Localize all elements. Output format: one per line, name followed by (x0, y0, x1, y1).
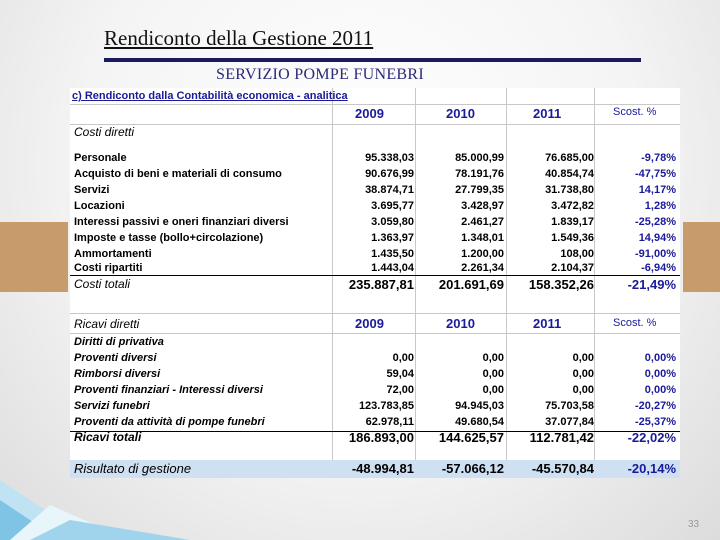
value-2011: 75.703,58 (545, 400, 594, 412)
title-underline-rule (104, 58, 641, 62)
value-2010: 78.191,76 (455, 168, 504, 180)
value-2011: 108,00 (560, 248, 594, 260)
value-2010: 3.428,97 (461, 200, 504, 212)
row-label: Costi totali (74, 277, 131, 291)
value-2009: 0,00 (392, 352, 414, 364)
value-2010: 1.200,00 (461, 248, 504, 260)
value-2011: 40.854,74 (545, 168, 594, 180)
scost-value: -20,14% (627, 461, 676, 476)
row-label: Servizi funebri (74, 400, 150, 412)
value-2009: -48.994,81 (351, 461, 414, 476)
year-2009-header: 2009 (355, 316, 384, 331)
year-2010-header: 2010 (446, 106, 475, 121)
year-2011-header: 2011 (533, 106, 562, 121)
value-2011: 1.549,36 (551, 232, 594, 244)
section-title: c) Rendiconto dalla Contabilità economica - analitica (72, 90, 348, 102)
value-2011: 0,00 (572, 368, 594, 380)
value-2011: 1.839,17 (551, 216, 594, 228)
value-2010: 0,00 (482, 368, 504, 380)
scost-value: -47,75% (635, 168, 676, 180)
scost-value: 1,28% (644, 200, 676, 212)
row-label: Ammortamenti (74, 248, 152, 260)
scost-value: 14,94% (638, 232, 676, 244)
scost-value: -22,02% (627, 430, 676, 445)
value-2010: -57.066,12 (441, 461, 504, 476)
value-2009: 1.363,97 (371, 232, 414, 244)
value-2009: 3.695,77 (371, 200, 414, 212)
scost-value: -91,00% (635, 248, 676, 260)
row-label: Rimborsi diversi (74, 368, 161, 380)
row-label: Proventi finanziari - Interessi diversi (74, 384, 263, 396)
scost-value: 0,00% (644, 384, 676, 396)
value-2009: 1.435,50 (371, 248, 414, 260)
row-label: Ricavi totali (74, 430, 142, 444)
scost-value: -9,78% (641, 152, 676, 164)
value-2011: 158.352,26 (528, 277, 594, 292)
scost-value: -21,49% (627, 277, 676, 292)
value-2010: 2.261,34 (461, 262, 504, 274)
row-label: Locazioni (74, 200, 125, 212)
value-2009: 38.874,71 (365, 184, 414, 196)
row-label: Proventi da attività di pompe funebri (74, 416, 265, 428)
value-2009: 90.676,99 (365, 168, 414, 180)
diritti-label: Diritti di privativa (74, 336, 164, 348)
value-2011: -45.570,84 (531, 461, 594, 476)
scost-value: -25,28% (635, 216, 676, 228)
scost-value: 0,00% (644, 352, 676, 364)
page-number: 33 (688, 519, 700, 530)
value-2010: 201.691,69 (438, 277, 504, 292)
value-2010: 2.461,27 (461, 216, 504, 228)
value-2009: 72,00 (386, 384, 414, 396)
scost-value: 14,17% (638, 184, 676, 196)
value-2011: 37.077,84 (545, 416, 594, 428)
value-2009: 95.338,03 (365, 152, 414, 164)
slide-subtitle: SERVIZIO POMPE FUNEBRI (216, 66, 425, 83)
row-label: Interessi passivi e oneri finanziari diversi (74, 216, 289, 228)
value-2011: 31.738,80 (545, 184, 594, 196)
value-2011: 2.104,37 (551, 262, 594, 274)
value-2009: 235.887,81 (348, 277, 414, 292)
row-label: Proventi diversi (74, 352, 157, 364)
year-2009-header: 2009 (355, 106, 384, 121)
left-accent-band (0, 222, 68, 292)
value-2010: 0,00 (482, 384, 504, 396)
value-2011: 0,00 (572, 352, 594, 364)
row-label: Servizi (74, 184, 110, 196)
row-label: Imposte e tasse (bollo+circolazione) (74, 232, 264, 244)
year-2011-header: 2011 (533, 316, 562, 331)
value-2010: 85.000,99 (455, 152, 504, 164)
ricavi-diretti-label: Ricavi diretti (74, 317, 140, 331)
value-2009: 186.893,00 (348, 430, 414, 445)
value-2009: 1.443,04 (371, 262, 414, 274)
scost-value: -6,94% (641, 262, 676, 274)
value-2010: 144.625,57 (438, 430, 504, 445)
value-2010: 94.945,03 (455, 400, 504, 412)
scost-header: Scost. % (613, 317, 657, 329)
value-2010: 1.348,01 (461, 232, 504, 244)
row-label: Acquisto di beni e materiali di consumo (74, 168, 282, 180)
value-2009: 62.978,11 (365, 416, 414, 428)
slide-title: Rendiconto della Gestione 2011 (104, 26, 374, 50)
value-2011: 112.781,42 (529, 430, 594, 445)
value-2009: 59,04 (386, 368, 414, 380)
row-label: Risultato di gestione (74, 461, 192, 476)
value-2009: 3.059,80 (371, 216, 414, 228)
value-2011: 0,00 (572, 384, 594, 396)
scost-value: 0,00% (644, 368, 676, 380)
value-2009: 123.783,85 (358, 400, 414, 412)
value-2010: 0,00 (482, 352, 504, 364)
row-label: Personale (74, 152, 127, 164)
spreadsheet-table (70, 88, 680, 478)
row-label: Costi ripartiti (74, 262, 143, 274)
value-2011: 3.472,82 (551, 200, 594, 212)
scost-value: -20,27% (635, 400, 676, 412)
scost-header: Scost. % (613, 106, 657, 118)
value-2010: 49.680,54 (455, 416, 504, 428)
value-2010: 27.799,35 (455, 184, 504, 196)
costi-diretti-label: Costi diretti (74, 125, 135, 139)
right-accent-band (683, 222, 720, 292)
value-2011: 76.685,00 (545, 152, 594, 164)
scost-value: -25,37% (635, 416, 676, 428)
year-2010-header: 2010 (446, 316, 475, 331)
